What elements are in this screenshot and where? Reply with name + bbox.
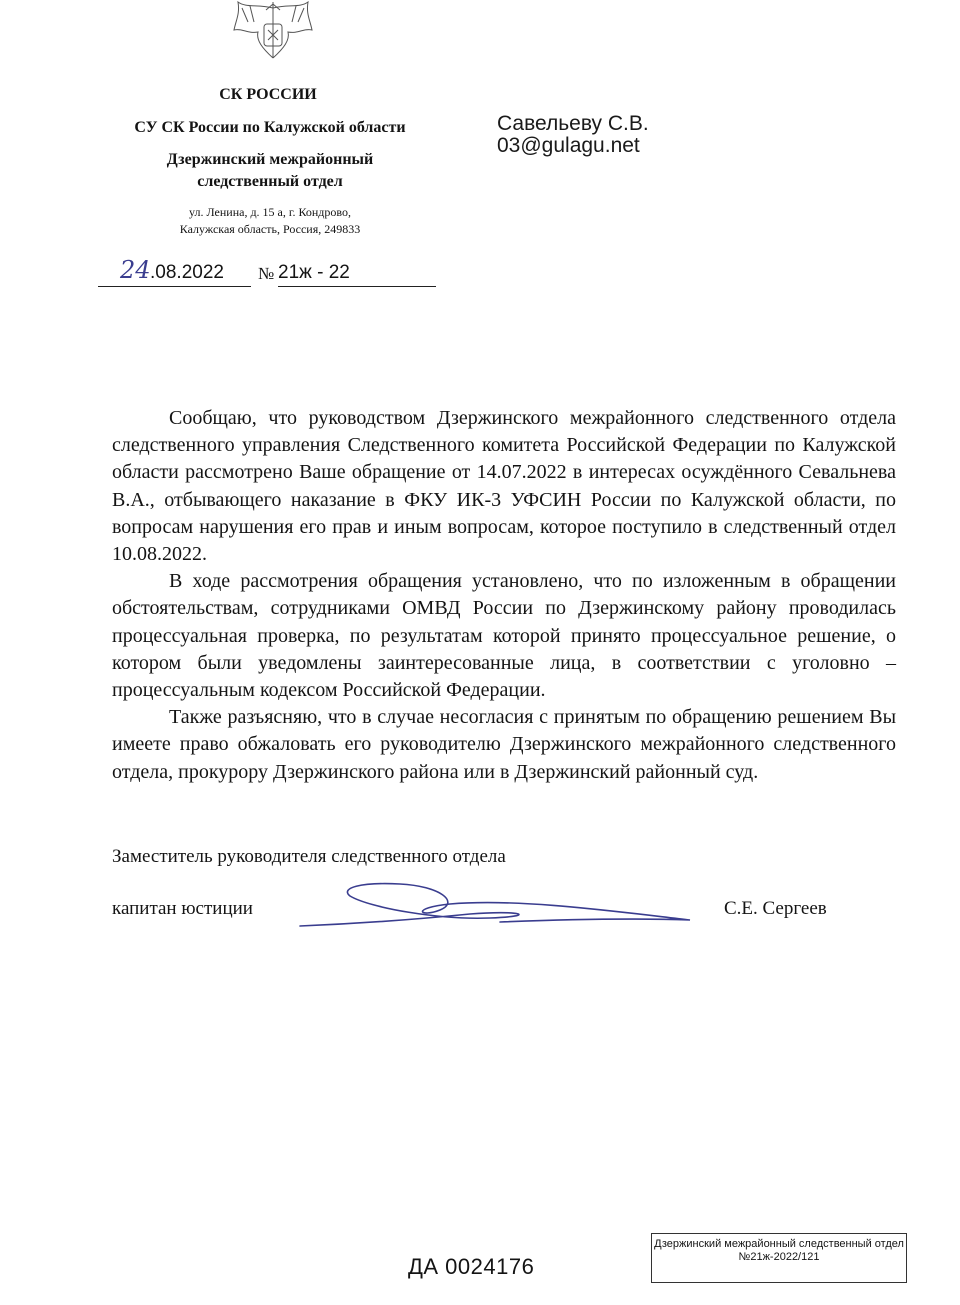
signatory-name: С.Е. Сергеев	[724, 898, 827, 919]
handwritten-signature	[290, 868, 700, 938]
handwritten-date-day: 24	[120, 256, 151, 284]
stamp-line-1: Дзержинский межрайонный следственный отдел	[654, 1238, 904, 1250]
signatory-rank: капитан юстиции	[112, 898, 253, 919]
coat-of-arms-emblem	[228, 0, 318, 62]
address-line-2: Калужская область, Россия, 249833	[179, 222, 361, 236]
registration-stamp	[651, 1233, 907, 1283]
body-paragraph-2: В ходе рассмотрения обращения установлено, что по изложенным в обращении обстоятельствам, сотрудниками ОМВД России по Дзержинскому району проводилась процессуальная проверка, по результатам которой принято процессуальное решение, о котором были уведомлены заинтересованные лица, в соответствии с уголовно – процессуальным кодексом Российской Федерации.	[112, 570, 896, 702]
form-serial-number: ДА 0024176	[408, 1254, 535, 1279]
org-name-line-3a: Дзержинский межрайонный	[166, 151, 374, 168]
registration-line	[98, 256, 438, 290]
recipient-block	[497, 113, 649, 157]
recipient-name: Савельеву С.В.	[497, 112, 649, 135]
signatory-title: Заместитель руководителя следственного отдела	[112, 846, 506, 867]
org-name-line-2: СУ СК России по Калужской области	[134, 119, 406, 136]
number-sign: №	[258, 264, 275, 283]
letter-body	[112, 405, 896, 786]
org-name-line-3	[140, 149, 400, 193]
body-paragraph-1: Сообщаю, что руководством Дзержинского межрайонного следственного отдела следственного управления Следственного комитета Российской Федерации по Калужской области рассмотрено Ваше обращение от 14.07.2022 в интересах осуждённого Севальнева В.А., отбывающего наказание в ФКУ ИК-3 УФСИН России по Калужской области, по вопросам нарушения его прав и иным вопросам, которое поступило в следственный отдел 10.08.2022.	[112, 407, 896, 566]
number-underline	[278, 286, 436, 287]
registration-number: 21ж - 22	[278, 262, 350, 283]
date-underline	[98, 286, 251, 287]
org-name-line-1: СК РОССИИ	[219, 86, 317, 103]
recipient-email: 03@gulagu.net	[497, 134, 640, 157]
stamp-line-2: №21ж-2022/121	[738, 1251, 820, 1263]
org-name-line-3b: следственный отдел	[197, 173, 343, 190]
body-paragraph-3: Также разъясняю, что в случае несогласия с принятым по обращению решением Вы имеете право обжаловать его руководителю Дзержинского межрайонного следственного отдела, прокурору Дзержинского района или в Дзержинский районный суд.	[112, 706, 896, 783]
address-line-1: ул. Ленина, д. 15 а, г. Кондрово,	[189, 205, 351, 219]
registration-date: .08.2022	[150, 262, 224, 283]
org-address	[130, 204, 410, 238]
